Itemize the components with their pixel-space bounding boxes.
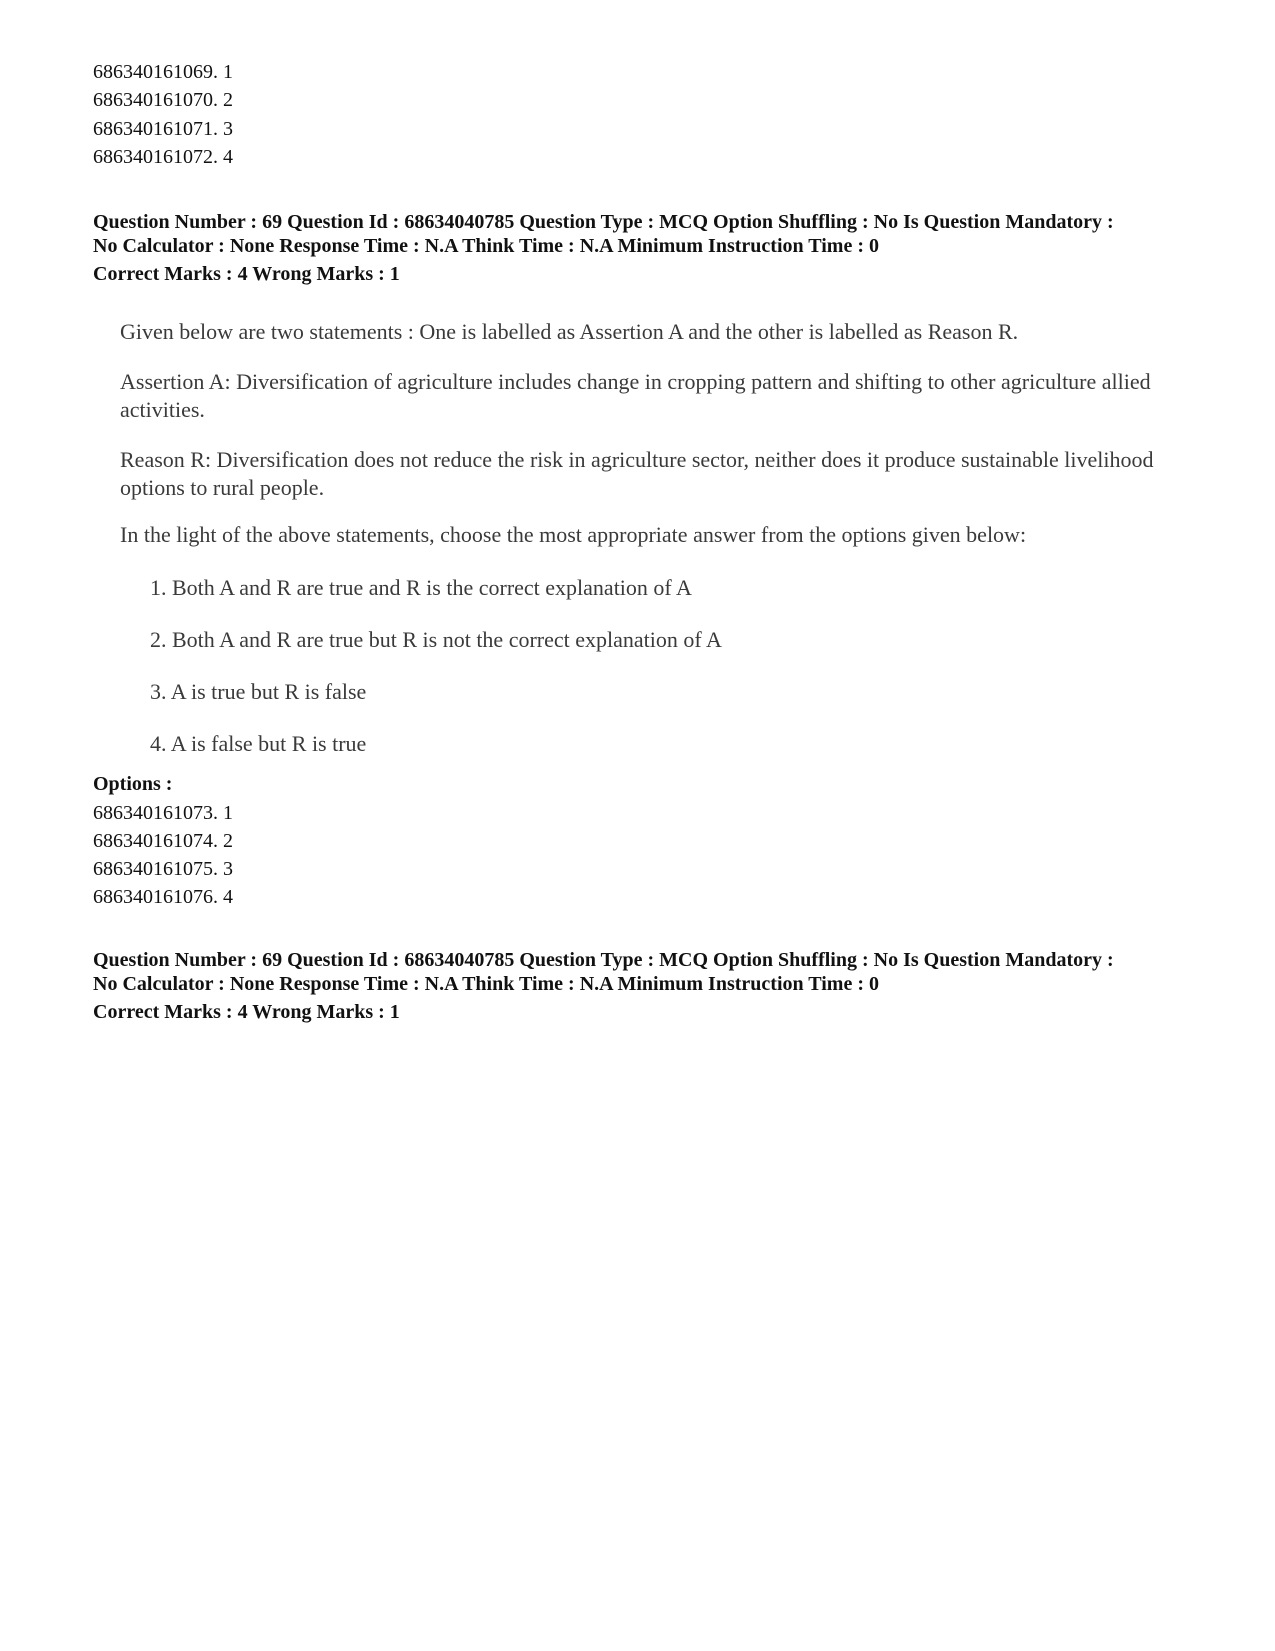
question-choice-2: 2. Both A and R are true but R is not the correct explanation of A [150, 627, 722, 652]
question-meta-2-line-2: No Calculator : None Response Time : N.A Think Time : N.A Minimum Instruction Time : 0 [93, 973, 879, 995]
question-marks-2: Correct Marks : 4 Wrong Marks : 1 [93, 1001, 400, 1023]
question-instruction: In the light of the above statements, choose the most appropriate answer from the options given below: [120, 522, 1027, 547]
question-meta-2 [93, 948, 1203, 996]
prev-option-1: 686340161069. 1 [93, 61, 233, 83]
question-choice-1: 1. Both A and R are true and R is the correct explanation of A [150, 575, 692, 600]
option-4: 686340161076. 4 [93, 886, 233, 908]
question-meta-line-1: Question Number : 69 Question Id : 68634040785 Question Type : MCQ Option Shuffling : No Is Question Mandatory : [93, 211, 1114, 233]
question-marks-1: Correct Marks : 4 Wrong Marks : 1 [93, 263, 400, 285]
question-meta-1 [93, 210, 1203, 258]
option-3: 686340161075. 3 [93, 858, 233, 880]
option-2: 686340161074. 2 [93, 830, 233, 852]
prev-option-2: 686340161070. 2 [93, 89, 233, 111]
question-intro: Given below are two statements : One is labelled as Assertion A and the other is labelled as Reason R. [120, 319, 1019, 344]
question-choice-3: 3. A is true but R is false [150, 679, 367, 704]
prev-option-3: 686340161071. 3 [93, 118, 233, 140]
question-meta-2-line-1: Question Number : 69 Question Id : 68634040785 Question Type : MCQ Option Shuffling : No Is Question Mandatory : [93, 949, 1114, 971]
option-1: 686340161073. 1 [93, 802, 233, 824]
question-reason: Reason R: Diversification does not reduce the risk in agriculture sector, neither does it produce sustainable livelihood options to rural people. [120, 447, 1154, 500]
question-assertion: Assertion A: Diversification of agriculture includes change in cropping pattern and shifting to other agriculture allied activities. [120, 369, 1151, 422]
question-choice-4: 4. A is false but R is true [150, 731, 367, 756]
options-label: Options : [93, 773, 173, 795]
question-meta-line-2: No Calculator : None Response Time : N.A Think Time : N.A Minimum Instruction Time : 0 [93, 235, 879, 257]
prev-option-4: 686340161072. 4 [93, 146, 233, 168]
